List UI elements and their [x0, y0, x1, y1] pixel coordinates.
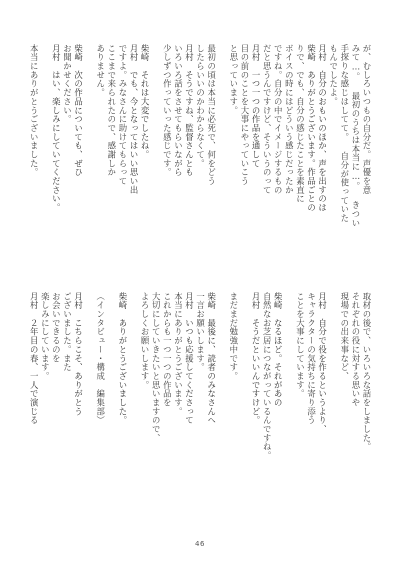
upper-text-column: 柴崎 それは大変でしたね。 [140, 44, 151, 159]
lower-text-column: 月村 こちらこそ、ありがとう [73, 292, 84, 416]
upper-text-column: 月村 自分のおもいのほか、声を出すのは [317, 44, 328, 212]
lower-text-column: 取材の後で、いろいろな話をしました。 [362, 292, 372, 452]
upper-text-column: いろいろ話をさせてもらいながら [173, 44, 184, 177]
upper-text-column [217, 44, 228, 280]
lower-text-column: 月村 そうだといいんですけど。 [251, 292, 262, 425]
lower-text-column: これからも一つ一つの作品を [162, 292, 173, 407]
lower-text-column: （インタビュー・構成 編集部） [95, 292, 106, 425]
upper-text-column: 月村 そうですね、監督さんとも [184, 44, 195, 177]
lower-text-column [106, 292, 117, 528]
lower-text-column [84, 292, 95, 528]
upper-text-column: 月村 一つ一つの作品を通して [251, 44, 262, 168]
lower-text-column: 柴崎 なるほど。それがあの [273, 292, 284, 407]
page-number: 46 [195, 540, 205, 548]
upper-text-column [39, 44, 50, 280]
lower-text-block [28, 292, 372, 528]
lower-text-column [128, 292, 139, 528]
upper-text-column: だと思うんですけど、そういうのって [262, 44, 273, 195]
lower-text-column [328, 292, 339, 528]
upper-text-column: ボイスの時にはどういう感じだったか [284, 44, 295, 195]
upper-text-column: 最初の頃は本当に必死で、何をどう [206, 44, 217, 186]
upper-text-column: ありません。 [95, 44, 106, 98]
lower-text-column [239, 292, 250, 528]
lower-text-column: 柴崎 最後に、読者のみなさんへ [206, 292, 217, 425]
lower-text-column: 月村 ２年目の春、一人で演じる [29, 292, 40, 425]
lower-text-column: 月村 自分で役を作るというより、 [317, 292, 328, 434]
lower-text-column: 大切にしていきたいと思いますので、 [151, 292, 162, 443]
upper-text-column: 柴崎 次の作品についても、ぜひ [73, 44, 84, 177]
upper-text-column: もんでしたよ。 [328, 44, 339, 106]
lower-text-column [217, 292, 228, 528]
upper-text-column: みて…。 最初のうちは本当に…。 きつい [350, 44, 361, 228]
lower-text-column: 自然なお芝居につながっているんですね。 [262, 292, 273, 460]
lower-text-column: よろしくお願いします。 [140, 292, 151, 390]
lower-text-column: ことを大事にしています。 [295, 292, 306, 399]
lower-text-column: それぞれの役に対する思いや [350, 292, 361, 407]
lower-text-column: 楽しみにしています。 [40, 292, 51, 381]
lower-text-column: お会いできるのを [51, 292, 62, 363]
upper-text-column: 目の前のことを大事にやっていこう [239, 44, 250, 186]
upper-text-column: りで、でも、自分の感じたことを素直に [295, 44, 306, 204]
upper-text-column [150, 44, 161, 280]
upper-text-column: 柴崎 ありがとうございます。作品ごとの [306, 44, 317, 212]
upper-text-column [84, 44, 95, 280]
upper-text-column: 少しずつ作っていった感じです。 [162, 44, 173, 177]
lower-text-column: まだまだ勉強中です。 [228, 292, 239, 381]
lower-text-column: 月村 いつも応援してくださって [184, 292, 195, 425]
upper-text-column: ですよ。みなさんに助けてもらって [117, 44, 128, 186]
upper-text-block [28, 44, 372, 280]
lower-text-column: 現場での出来事など、 [339, 292, 350, 381]
upper-text-column: お聞かせください。 [62, 44, 73, 124]
upper-text-column: 手探りな感じはしてて。 自分が使っていた [339, 44, 350, 223]
upper-text-column: が、むしろいつもの自分だ。声優を意 [362, 44, 372, 195]
lower-text-column: 柴崎 ありがとうございました。 [117, 292, 128, 425]
lower-text-column: ございました。また [62, 292, 73, 372]
upper-text-column: 月村 はい、楽しみにしていてください。 [51, 44, 62, 212]
lower-text-column [283, 292, 294, 528]
upper-text-column: 月村 でも、今となってはいい思い出 [129, 44, 140, 195]
lower-text-column: 一言お願いします。 [195, 292, 206, 372]
lower-text-column: 本当にありがとうございます。 [173, 292, 184, 416]
upper-text-column: と思っています。 [228, 44, 239, 115]
upper-text-column: したらいいのかわからなくて。 [195, 44, 206, 168]
upper-text-column: ここまで来られたので、感謝しか [106, 44, 117, 177]
upper-text-column: ですね。自分の中でイメージするもの [273, 44, 284, 195]
upper-text-column: 本当にありがとうございました。 [29, 44, 40, 177]
lower-text-column: キャラクターの気持ちに寄り添う [306, 292, 317, 425]
